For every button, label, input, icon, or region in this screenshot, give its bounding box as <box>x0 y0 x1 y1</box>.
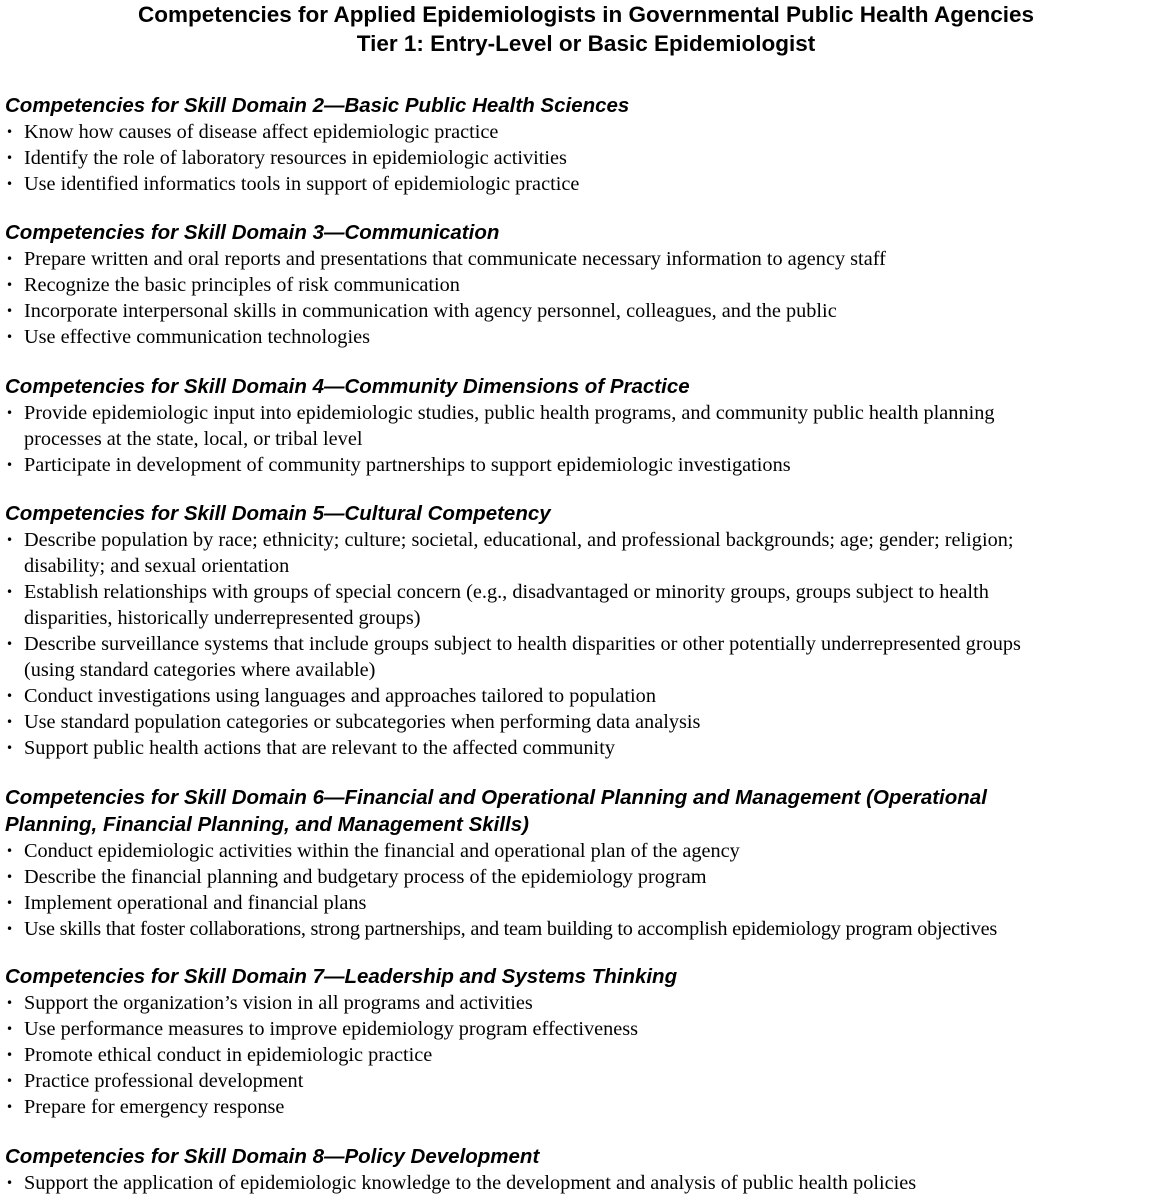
list-item: • Establish relationships with groups of special concern (e.g., disadvantaged or minority groups, groups subject to health <box>6 581 989 603</box>
bullet-list <box>0 400 1158 478</box>
list-item-continuation: disability; and sexual orientation <box>24 555 290 577</box>
section-heading <box>0 784 1158 838</box>
list-item: • Support the organization’s vision in all programs and activities <box>6 992 533 1014</box>
section-domain-4 <box>0 373 1158 478</box>
bullet-icon: • <box>6 1176 14 1190</box>
bullet-icon: • <box>6 922 13 936</box>
bullet-icon: • <box>6 151 14 165</box>
document-title <box>0 0 1158 58</box>
bullet-icon: • <box>6 330 14 344</box>
bullet-list <box>0 838 1158 942</box>
list-item: • Recognize the basic principles of risk communication <box>6 274 460 296</box>
bullet-icon: • <box>6 125 14 139</box>
bullet-list <box>0 119 1158 197</box>
list-item: • Practice professional development <box>6 1070 304 1092</box>
bullet-icon: • <box>6 996 14 1010</box>
list-item: • Describe the financial planning and budgetary process of the epidemiology program <box>6 866 707 888</box>
list-item: • Implement operational and financial plans <box>6 892 367 914</box>
section-heading: Competencies for Skill Domain 3—Communication <box>5 221 500 244</box>
list-item: • Describe surveillance systems that include groups subject to health disparities or other potentially underrepresented groups <box>6 633 1021 655</box>
section-heading: Competencies for Skill Domain 5—Cultural Competency <box>5 502 551 525</box>
section-heading: Competencies for Skill Domain 2—Basic Public Health Sciences <box>5 94 630 117</box>
list-item: • Identify the role of laboratory resources in epidemiologic activities <box>6 147 567 169</box>
list-item: • Know how causes of disease affect epidemiologic practice <box>6 121 499 143</box>
list-item-continuation: (using standard categories where available) <box>24 659 376 681</box>
list-item: • Support public health actions that are relevant to the affected community <box>6 737 615 759</box>
bullet-icon: • <box>6 715 14 729</box>
bullet-icon: • <box>6 1074 14 1088</box>
bullet-icon: • <box>6 458 14 472</box>
list-item-continuation: processes at the state, local, or tribal level <box>24 428 363 450</box>
bullet-icon: • <box>6 1100 14 1114</box>
section-domain-6 <box>0 784 1158 942</box>
section-domain-5 <box>0 500 1158 761</box>
section-heading: Competencies for Skill Domain 4—Community Dimensions of Practice <box>5 375 690 398</box>
bullet-icon: • <box>6 1022 14 1036</box>
section-heading-line-1: Competencies for Skill Domain 6—Financial and Operational Planning and Management (Operational <box>5 786 987 809</box>
bullet-icon: • <box>6 585 14 599</box>
list-item: • Prepare written and oral reports and presentations that communicate necessary information to agency staff <box>6 248 886 270</box>
list-item-continuation: disparities, historically underrepresented groups) <box>24 607 421 629</box>
section-domain-8 <box>0 1143 1158 1196</box>
bullet-icon: • <box>6 304 14 318</box>
bullet-list <box>0 246 1158 350</box>
bullet-icon: • <box>6 844 14 858</box>
list-item: • Describe population by race; ethnicity; culture; societal, educational, and professional backgrounds; age; gender; religion; <box>6 529 1014 551</box>
bullet-icon: • <box>6 533 14 547</box>
list-item: • Use standard population categories or subcategories when performing data analysis <box>6 711 701 733</box>
list-item: • Participate in development of community partnerships to support epidemiologic investigations <box>6 454 791 476</box>
title-line-2: Tier 1: Entry-Level or Basic Epidemiologist <box>356 31 816 56</box>
bullet-icon: • <box>6 1048 14 1062</box>
list-item: • Conduct epidemiologic activities within the financial and operational plan of the agency <box>6 840 740 862</box>
list-item: • Use effective communication technologies <box>6 326 370 348</box>
section-domain-3 <box>0 219 1158 350</box>
list-item: • Use identified informatics tools in support of epidemiologic practice <box>6 173 580 195</box>
list-item: • Prepare for emergency response <box>6 1096 285 1118</box>
list-item: • Incorporate interpersonal skills in communication with agency personnel, colleagues, and the public <box>6 300 837 322</box>
title-line-1: Competencies for Applied Epidemiologists in Governmental Public Health Agencies <box>137 2 1034 27</box>
bullet-icon: • <box>6 741 14 755</box>
list-item: • Provide epidemiologic input into epidemiologic studies, public health programs, and community public health planning <box>6 402 995 424</box>
section-heading-line-2: Planning, Financial Planning, and Management Skills) <box>5 813 529 836</box>
bullet-icon: • <box>6 406 14 420</box>
bullet-icon: • <box>6 177 14 191</box>
bullet-icon: • <box>6 252 14 266</box>
bullet-list <box>0 1170 1158 1196</box>
bullet-icon: • <box>6 896 14 910</box>
list-item: • Conduct investigations using languages and approaches tailored to population <box>6 685 656 707</box>
section-domain-7 <box>0 963 1158 1120</box>
bullet-list <box>0 990 1158 1120</box>
list-item: • Promote ethical conduct in epidemiologic practice <box>6 1044 433 1066</box>
bullet-icon: • <box>6 278 14 292</box>
list-item: • Use performance measures to improve epidemiology program effectiveness <box>6 1018 639 1040</box>
bullet-list <box>0 527 1158 761</box>
bullet-icon: • <box>6 870 14 884</box>
section-domain-2 <box>0 92 1158 197</box>
list-item: • Support the application of epidemiologic knowledge to the development and analysis of public health policies <box>6 1172 917 1194</box>
section-heading: Competencies for Skill Domain 7—Leadership and Systems Thinking <box>5 965 678 988</box>
bullet-icon: • <box>6 689 14 703</box>
list-item: • Use skills that foster collaborations, strong partnerships, and team building to accomplish epidemiology program objectives <box>6 918 997 940</box>
section-heading: Competencies for Skill Domain 8—Policy Development <box>5 1145 540 1168</box>
bullet-icon: • <box>6 637 14 651</box>
